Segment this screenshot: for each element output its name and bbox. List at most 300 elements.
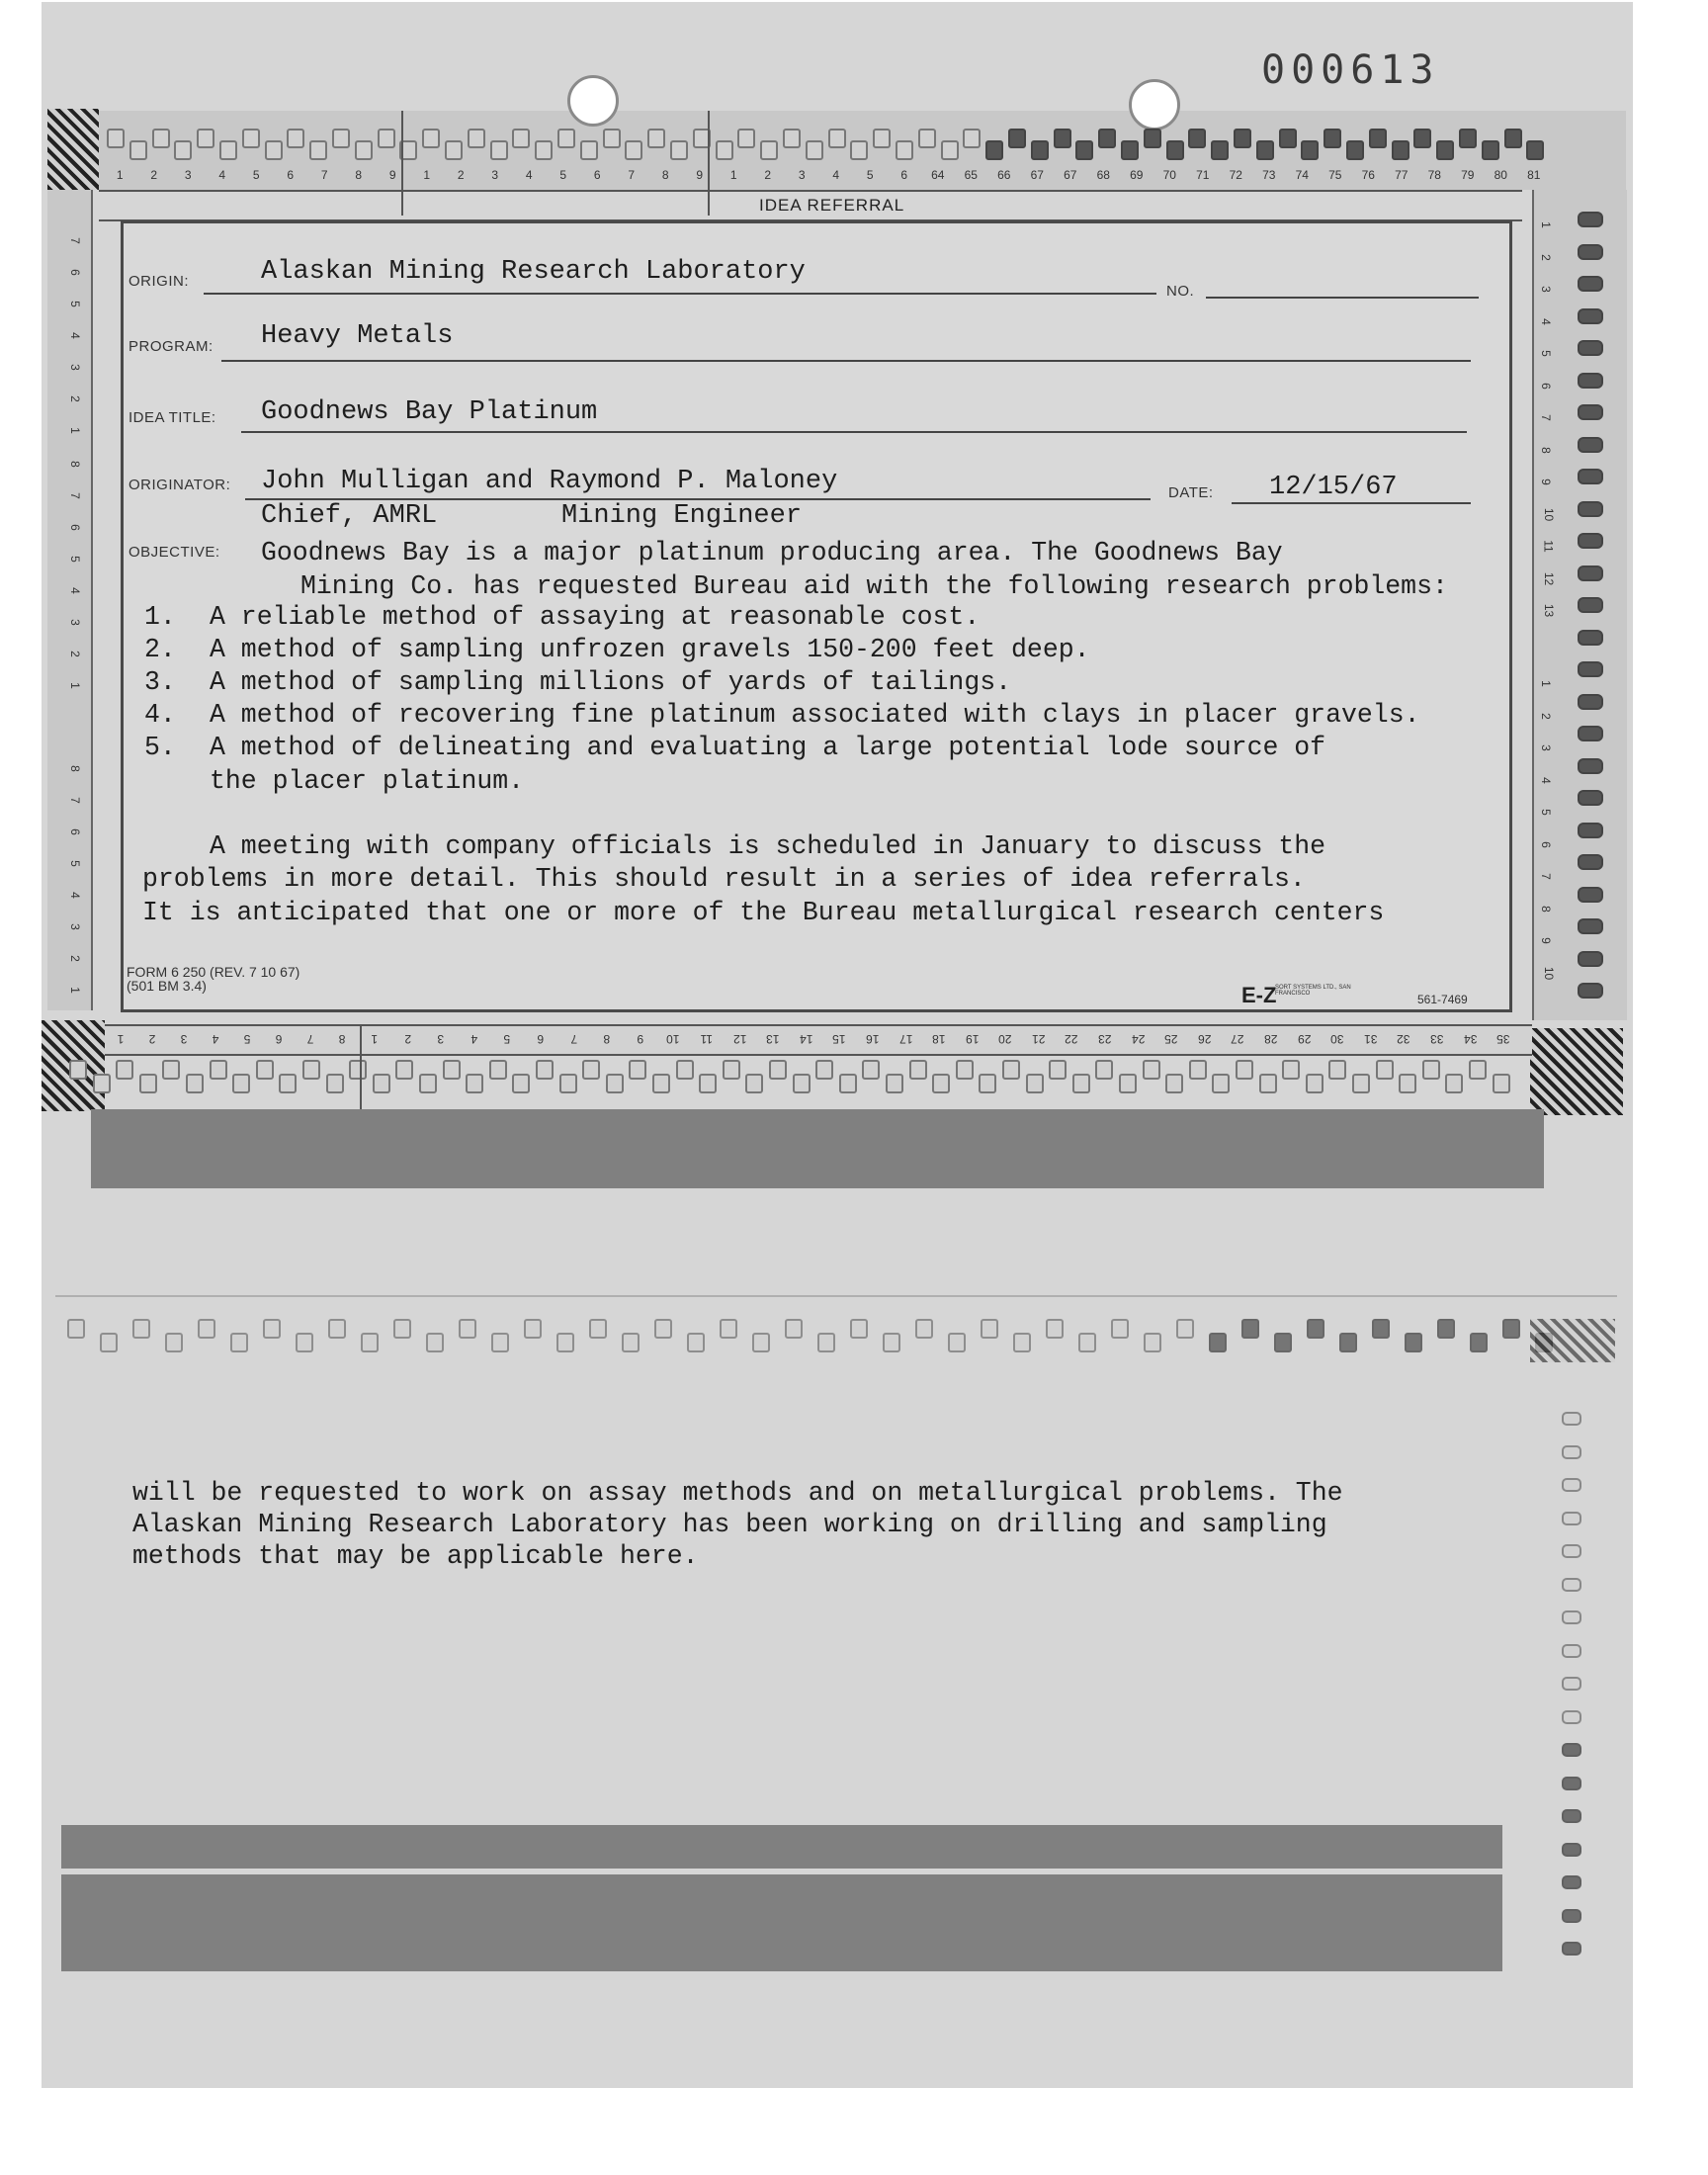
top-scale-number: 2: [457, 168, 465, 182]
top-scale-number: 72: [1229, 168, 1242, 182]
bottom-scale-number: 1: [371, 1032, 379, 1046]
bottom-scale-number: 9: [637, 1032, 643, 1046]
bottom-notch: [116, 1060, 133, 1080]
bottom-scale-number: 27: [1231, 1032, 1244, 1046]
date-label: DATE:: [1168, 484, 1214, 501]
top-scale-number: 5: [866, 168, 874, 182]
top-notch: [1075, 140, 1093, 160]
second-card-notch: [361, 1333, 379, 1352]
top-notch: [1526, 140, 1544, 160]
bottom-notch: [1282, 1060, 1300, 1080]
right-scale-number: 5: [1538, 350, 1553, 357]
top-scale-number: 66: [997, 168, 1011, 182]
top-notch: [760, 140, 778, 160]
bottom-notch: [1399, 1074, 1416, 1093]
right-notch: [1578, 244, 1603, 260]
top-scale-number: 4: [218, 168, 226, 182]
right-notch: [1578, 469, 1603, 484]
bottom-notch: [1352, 1074, 1370, 1093]
item-5-continuation: the placer platinum.: [210, 766, 525, 796]
top-notch: [1121, 140, 1139, 160]
bottom-scale-number: 22: [1065, 1032, 1078, 1046]
left-scale-number: 5: [67, 556, 82, 563]
list-item-number: 5.: [144, 733, 176, 762]
originator-title-1: Chief, AMRL: [261, 501, 438, 531]
bottom-notch: [1026, 1074, 1044, 1093]
top-notch: [1166, 140, 1184, 160]
top-notch: [1346, 140, 1364, 160]
bottom-scale-number: 31: [1363, 1032, 1378, 1046]
left-scale-number: 7: [67, 797, 82, 804]
right-scale-number: 8: [1538, 905, 1553, 913]
left-scale-number: 8: [67, 765, 82, 772]
bottom-scale-number: 34: [1463, 1032, 1478, 1046]
bottom-notch: [839, 1074, 857, 1093]
right-scale-number: 10: [1542, 966, 1557, 980]
bottom-notch: [1189, 1060, 1207, 1080]
top-scale-number: 4: [525, 168, 533, 182]
date-rule: [1232, 502, 1471, 504]
continuation-line-1: will be requested to work on assay methods and on metallurgical problems. The: [132, 1478, 1343, 1508]
right-scale-number: 4: [1538, 317, 1553, 325]
top-notch: [806, 140, 823, 160]
top-notch: [1279, 129, 1297, 148]
right-scale-number: 2: [1538, 253, 1553, 261]
top-notch: [918, 129, 936, 148]
top-notch: [512, 129, 530, 148]
top-notch: [670, 140, 688, 160]
top-notch: [152, 129, 170, 148]
top-scale-number: 79: [1461, 168, 1475, 182]
bottom-scale-number: 28: [1264, 1032, 1278, 1046]
right-notch: [1578, 951, 1603, 967]
second-card-notch: [687, 1333, 705, 1352]
top-notch: [985, 140, 1003, 160]
top-notch: [1211, 140, 1229, 160]
bottom-scale-number: 2: [148, 1032, 156, 1046]
objective-para-line-3: It is anticipated that one or more of the Bureau metallurgical research centers: [142, 898, 1385, 927]
top-notch: [603, 129, 621, 148]
origin-value: Alaskan Mining Research Laboratory: [261, 257, 806, 287]
second-card-notch: [296, 1333, 313, 1352]
top-notch: [378, 129, 395, 148]
bottom-notch: [745, 1074, 763, 1093]
top-scale-number: 78: [1427, 168, 1441, 182]
top-notch: [625, 140, 642, 160]
top-scale-number: 3: [491, 168, 499, 182]
bottom-notch: [676, 1060, 694, 1080]
top-scale-number: 5: [252, 168, 260, 182]
second-card-notch: [915, 1319, 933, 1339]
top-notch: [355, 140, 373, 160]
top-scale-number: 80: [1494, 168, 1507, 182]
bottom-scale-number: 21: [1032, 1032, 1046, 1046]
top-notch: [737, 129, 755, 148]
second-card-notch: [850, 1319, 868, 1339]
binder-hole-right: [1129, 79, 1180, 130]
bottom-scale-number: 14: [799, 1032, 813, 1046]
second-card-right-notch: [1562, 1544, 1581, 1558]
bottom-notch: [699, 1074, 717, 1093]
left-scale-number: 5: [67, 301, 82, 307]
bottom-notch: [232, 1074, 250, 1093]
top-notch: [1301, 140, 1319, 160]
bottom-notch: [815, 1060, 833, 1080]
bottom-notch: [1119, 1074, 1137, 1093]
list-item-number: 2.: [144, 635, 176, 664]
bottom-notch: [769, 1060, 787, 1080]
top-scale-number: 8: [661, 168, 669, 182]
left-scale-number: 8: [67, 461, 82, 468]
bottom-notch: [1376, 1060, 1394, 1080]
right-scale-number: 6: [1538, 840, 1553, 848]
right-scale-number: 1: [1538, 680, 1553, 687]
bottom-notch: [1259, 1074, 1277, 1093]
document-number: 000613: [1261, 47, 1440, 93]
second-card-right-notch: [1562, 1710, 1581, 1724]
right-notch: [1578, 790, 1603, 806]
second-card-notch: [524, 1319, 542, 1339]
top-scale-number: 77: [1395, 168, 1409, 182]
left-scale-number: 3: [67, 923, 82, 930]
second-card-notch: [1372, 1319, 1390, 1339]
top-scale-number: 8: [355, 168, 363, 182]
second-card-edge: [55, 1295, 1617, 1297]
second-card-right-notch: [1562, 1512, 1581, 1525]
second-card-notch: [100, 1333, 118, 1352]
top-notch: [580, 140, 598, 160]
bottom-notch: [1236, 1060, 1253, 1080]
right-notch: [1578, 630, 1603, 646]
objective-intro-line-2: Mining Co. has requested Bureau aid with the following research problems:: [300, 571, 1448, 601]
top-notch: [1256, 140, 1274, 160]
right-notch: [1578, 694, 1603, 710]
bottom-scale-number: 16: [866, 1032, 880, 1046]
continuation-line-3: methods that may be applicable here.: [132, 1541, 699, 1571]
right-scale-number: 3: [1538, 744, 1553, 751]
second-card-notch: [752, 1333, 770, 1352]
top-notch: [783, 129, 801, 148]
objective-intro-line-1: Goodnews Bay is a major platinum producing area. The Goodnews Bay: [261, 538, 1283, 567]
bottom-notch: [1072, 1074, 1090, 1093]
top-scale-number: 1: [423, 168, 431, 182]
left-scale-number: 1: [67, 427, 82, 434]
origin-label: ORIGIN:: [128, 273, 190, 290]
bottom-notch: [862, 1060, 880, 1080]
second-card-right-notch: [1562, 1875, 1581, 1889]
top-notch: [1054, 129, 1071, 148]
right-notch: [1578, 308, 1603, 324]
list-item-number: 1.: [144, 602, 176, 632]
second-card-right-notch: [1562, 1909, 1581, 1923]
bottom-notch: [139, 1074, 157, 1093]
bottom-notch: [162, 1060, 180, 1080]
bottom-scale-number: 3: [437, 1032, 445, 1046]
bottom-scale-number: 26: [1197, 1032, 1212, 1046]
second-card-notch: [230, 1333, 248, 1352]
top-scale-number: 7: [628, 168, 636, 182]
bottom-notch: [302, 1060, 320, 1080]
corner-hatch-top-left: [47, 109, 99, 190]
top-scale-number: 9: [696, 168, 704, 182]
top-scale-number: 5: [559, 168, 567, 182]
left-scale-number: 6: [67, 269, 82, 276]
top-notch: [1369, 129, 1387, 148]
top-notch: [896, 140, 913, 160]
list-item: A method of sampling unfrozen gravels 150-200 feet deep.: [210, 635, 1090, 664]
top-notch: [332, 129, 350, 148]
second-card-right-notch: [1562, 1445, 1581, 1459]
bottom-scale-number: 7: [306, 1032, 314, 1046]
bottom-scale-number: 32: [1397, 1032, 1410, 1046]
bottom-scale-number: 25: [1164, 1032, 1178, 1046]
second-card-notch: [1176, 1319, 1194, 1339]
bottom-scale-number: 19: [965, 1032, 980, 1046]
second-card-right-notch: [1562, 1777, 1581, 1790]
top-notch: [963, 129, 981, 148]
second-card-right-notch: [1562, 1809, 1581, 1823]
top-notch: [129, 140, 147, 160]
right-scale-number: 4: [1538, 776, 1553, 784]
bottom-notch: [256, 1060, 274, 1080]
right-scale-number: 7: [1538, 414, 1553, 421]
left-scale-number: 2: [67, 395, 82, 402]
top-notch: [422, 129, 440, 148]
bottom-scale-number: 2: [404, 1032, 411, 1046]
corner-hatch-bottom-right: [1530, 1028, 1623, 1115]
bottom-number-scale: [105, 1032, 1520, 1046]
bottom-scale-number: 20: [998, 1032, 1012, 1046]
bottom-notch: [512, 1074, 530, 1093]
second-card-right-notch: [1562, 1478, 1581, 1492]
right-notch: [1578, 373, 1603, 389]
left-scale-number: 5: [67, 860, 82, 867]
second-card-notch: [328, 1319, 346, 1339]
form-number: FORM 6 250 (REV. 7 10 67): [127, 964, 300, 980]
bottom-notch: [793, 1074, 811, 1093]
bottom-scale-number: 4: [470, 1032, 477, 1046]
top-notch: [1504, 129, 1522, 148]
second-card-notch: [1502, 1319, 1520, 1339]
bottom-notch: [559, 1074, 577, 1093]
second-card-notch: [948, 1333, 966, 1352]
top-scale-number: 4: [832, 168, 840, 182]
top-scale-number: 73: [1262, 168, 1276, 182]
header-divider-2: [708, 111, 710, 216]
bottom-notch: [1143, 1060, 1160, 1080]
top-notch: [1459, 129, 1477, 148]
list-item: A method of recovering fine platinum associated with clays in placer gravels.: [210, 700, 1420, 730]
left-scale-number: 6: [67, 524, 82, 531]
bottom-notch: [1095, 1060, 1113, 1080]
right-scale-number: 12: [1542, 571, 1557, 585]
top-number-scale: [103, 168, 1551, 182]
right-scale-number: 8: [1538, 446, 1553, 454]
second-card-notch: [1078, 1333, 1096, 1352]
top-scale-number: 74: [1295, 168, 1309, 182]
objective-label: OBJECTIVE:: [128, 544, 220, 561]
right-notch: [1578, 597, 1603, 613]
left-scale-number: 2: [67, 651, 82, 657]
idea-title-value: Goodnews Bay Platinum: [261, 397, 598, 427]
top-notch: [1234, 129, 1251, 148]
top-scale-number: 6: [593, 168, 601, 182]
bottom-notch: [1469, 1060, 1487, 1080]
list-item-number: 4.: [144, 700, 176, 730]
bottom-notch: [1165, 1074, 1183, 1093]
origin-rule: [204, 293, 1156, 295]
top-notch: [265, 140, 283, 160]
bottom-notch: [1422, 1060, 1440, 1080]
bottom-scale-number: 8: [603, 1032, 611, 1046]
right-notch: [1578, 566, 1603, 581]
second-card-notch: [459, 1319, 476, 1339]
second-card-right-notch: [1562, 1578, 1581, 1592]
form-reference: (501 BM 3.4): [127, 978, 207, 994]
objective-para-line-1: A meeting with company officials is scheduled in January to discuss the: [210, 831, 1326, 861]
second-card-notch: [883, 1333, 900, 1352]
bottom-notch: [723, 1060, 740, 1080]
list-item: A reliable method of assaying at reasonable cost.: [210, 602, 981, 632]
left-scale-number: 6: [67, 828, 82, 835]
right-scale-number: 11: [1541, 540, 1556, 553]
second-card-right-notch: [1562, 1743, 1581, 1757]
second-card-notch: [491, 1333, 509, 1352]
idea-title-label: IDEA TITLE:: [128, 409, 216, 426]
bottom-scale-number: 6: [275, 1032, 283, 1046]
second-card-notch: [622, 1333, 640, 1352]
right-scale-number: 9: [1538, 478, 1553, 485]
left-scale-number: 7: [67, 492, 82, 499]
bottom-notch: [979, 1074, 996, 1093]
second-card-right-notch: [1562, 1677, 1581, 1691]
top-scale-number: 76: [1361, 168, 1375, 182]
originator-value: John Mulligan and Raymond P. Maloney: [261, 467, 838, 496]
program-label: PROGRAM:: [128, 338, 214, 355]
bottom-notch: [1212, 1074, 1230, 1093]
top-notch: [107, 129, 125, 148]
second-card-notch: [785, 1319, 803, 1339]
bottom-notch: [629, 1060, 646, 1080]
top-scale-number: 64: [931, 168, 945, 182]
program-value: Heavy Metals: [261, 321, 454, 351]
bottom-scale-number: 18: [932, 1032, 946, 1046]
list-item-number: 3.: [144, 667, 176, 697]
top-scale-number: 70: [1162, 168, 1176, 182]
top-notch: [1098, 129, 1116, 148]
top-scale-number: 67: [1030, 168, 1044, 182]
left-scale-number: 3: [67, 364, 82, 371]
top-notch: [445, 140, 463, 160]
top-scale-number: 67: [1064, 168, 1077, 182]
second-card-notch: [263, 1319, 281, 1339]
bottom-scale-number: 5: [243, 1032, 251, 1046]
bottom-notch: [956, 1060, 974, 1080]
top-scale-number: 68: [1096, 168, 1110, 182]
list-item: A method of delineating and evaluating a large potential lode source of: [210, 733, 1326, 762]
left-scale-number: 1: [67, 682, 82, 689]
top-scale-number: 65: [964, 168, 978, 182]
second-card-notch: [1437, 1319, 1455, 1339]
second-card-notch: [1144, 1333, 1161, 1352]
bottom-notch: [1445, 1074, 1463, 1093]
bottom-notch: [395, 1060, 413, 1080]
top-scale-number: 69: [1130, 168, 1144, 182]
right-scale-number: 9: [1538, 937, 1553, 944]
bottom-divider: [360, 1024, 362, 1113]
binder-hole-left: [567, 75, 619, 127]
no-label: NO.: [1166, 283, 1195, 300]
top-notch: [490, 140, 508, 160]
right-notch: [1578, 437, 1603, 453]
top-notch: [309, 140, 327, 160]
second-card-notch: [720, 1319, 737, 1339]
right-notch: [1578, 340, 1603, 356]
top-scale-number: 1: [729, 168, 737, 182]
right-notch: [1578, 887, 1603, 903]
list-item: A method of sampling millions of yards of tailings.: [210, 667, 1012, 697]
right-scale-number: 13: [1542, 603, 1557, 618]
bottom-notch: [466, 1074, 483, 1093]
right-notch: [1578, 212, 1603, 227]
top-scale-number: 6: [287, 168, 295, 182]
top-scale-number: 3: [798, 168, 806, 182]
second-card-notch: [1470, 1333, 1488, 1352]
bottom-scale-number: 8: [338, 1032, 346, 1046]
second-card-corner-hatch: [1530, 1319, 1615, 1362]
bottom-scale-number: 5: [503, 1032, 511, 1046]
top-notch: [219, 140, 237, 160]
top-notch: [1031, 140, 1049, 160]
second-card-notch: [817, 1333, 835, 1352]
right-notch: [1578, 501, 1603, 517]
right-notch: [1578, 533, 1603, 549]
top-notch: [1144, 129, 1161, 148]
second-card-notch: [1274, 1333, 1292, 1352]
top-notch: [174, 140, 192, 160]
bottom-scale-number: 11: [700, 1032, 713, 1046]
second-card-notch: [165, 1333, 183, 1352]
second-card-notch: [556, 1333, 574, 1352]
right-scale-number: 5: [1538, 809, 1553, 816]
top-scale-number: 9: [388, 168, 396, 182]
bottom-scale-number: 7: [570, 1032, 577, 1046]
top-scale-number: 1: [116, 168, 124, 182]
bottom-notch: [69, 1060, 87, 1080]
right-notch: [1578, 276, 1603, 292]
right-scale-number: 3: [1538, 286, 1553, 293]
top-notch: [287, 129, 304, 148]
bottom-notch: [1306, 1074, 1324, 1093]
bottom-scale-number: 12: [732, 1032, 747, 1046]
right-scale-number: 1: [1538, 221, 1553, 228]
left-scale-number: 4: [67, 587, 82, 594]
bottom-notch: [186, 1074, 204, 1093]
top-notch: [828, 129, 846, 148]
top-scale-number: 2: [150, 168, 158, 182]
redaction-bar-1: [91, 1109, 1544, 1188]
top-scale-number: 6: [900, 168, 908, 182]
second-card-right-notch: [1562, 1412, 1581, 1426]
top-notch: [1436, 140, 1454, 160]
bottom-scale-number: 10: [666, 1032, 680, 1046]
bottom-notch: [349, 1060, 367, 1080]
bottom-scale-number: 24: [1131, 1032, 1146, 1046]
bottom-notch: [279, 1074, 297, 1093]
bottom-notch: [443, 1060, 461, 1080]
second-card-notch: [981, 1319, 998, 1339]
originator-label: ORIGINATOR:: [128, 477, 231, 493]
